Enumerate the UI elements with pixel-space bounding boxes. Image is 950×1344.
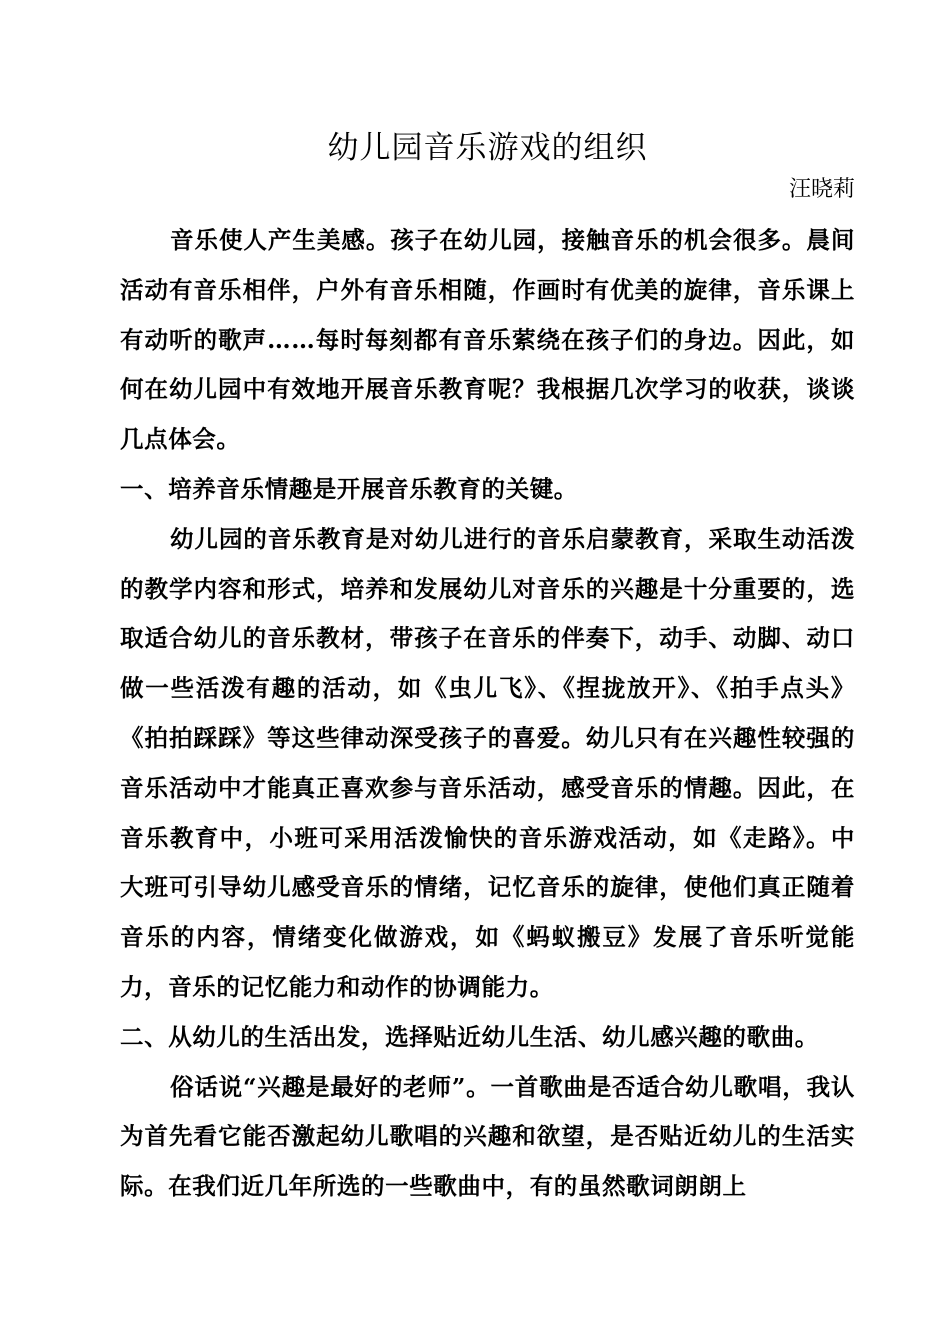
author-name: 汪晓莉	[788, 177, 855, 202]
section-1-paragraph: 幼儿园的音乐教育是对幼儿进行的音乐启蒙教育，采取生动活泼的教学内容和形式，培养和发展幼儿对音乐的兴趣是十分重要的，选取适合幼儿的音乐教材，带孩子在音乐的伴奏下，动手、动脚、动口做一些活泼有趣的活动，如《虫儿飞》、《捏拢放开》、《拍手点头》《拍拍踩踩》等这些律动深受孩子的喜爱。幼儿只有在兴趣性较强的音乐活动中才能真正喜欢参与音乐活动，感受音乐的情趣。因此，在音乐教育中，小班可采用活泼愉快的音乐游戏活动，如《走路》。中大班可引导幼儿感受音乐的情绪，记忆音乐的旋律，使他们真正随着音乐的内容，情绪变化做游戏，如《蚂蚁搬豆》发展了音乐听觉能力，音乐的记忆能力和动作的协调能力。	[120, 524, 855, 1001]
section-heading-2: 二、从幼儿的生活出发，选择贴近幼儿生活、幼儿感兴趣的歌曲。	[120, 1022, 819, 1051]
section-heading-1: 一、培养音乐情趣是开展音乐教育的关键。	[120, 474, 578, 503]
intro-paragraph: 音乐使人产生美感。孩子在幼儿园，接触音乐的机会很多。晨间活动有音乐相伴，户外有音乐相随，作画时有优美的旋律，音乐课上有动听的歌声……每时每刻都有音乐萦绕在孩子们的身边。因此，如何在幼儿园中有效地开展音乐教育呢？我根据几次学习的收获，谈谈几点体会。	[120, 226, 855, 454]
document-page	[120, 128, 855, 1212]
page-title: 幼儿园音乐游戏的组织	[327, 130, 648, 166]
section-2-paragraph: 俗话说“兴趣是最好的老师”。一首歌曲是否适合幼儿歌唱，我认为首先看它能否激起幼儿歌唱的兴趣和欲望，是否贴近幼儿的生活实际。在我们近几年所选的一些歌曲中，有的虽然歌词朗朗上	[120, 1072, 855, 1201]
